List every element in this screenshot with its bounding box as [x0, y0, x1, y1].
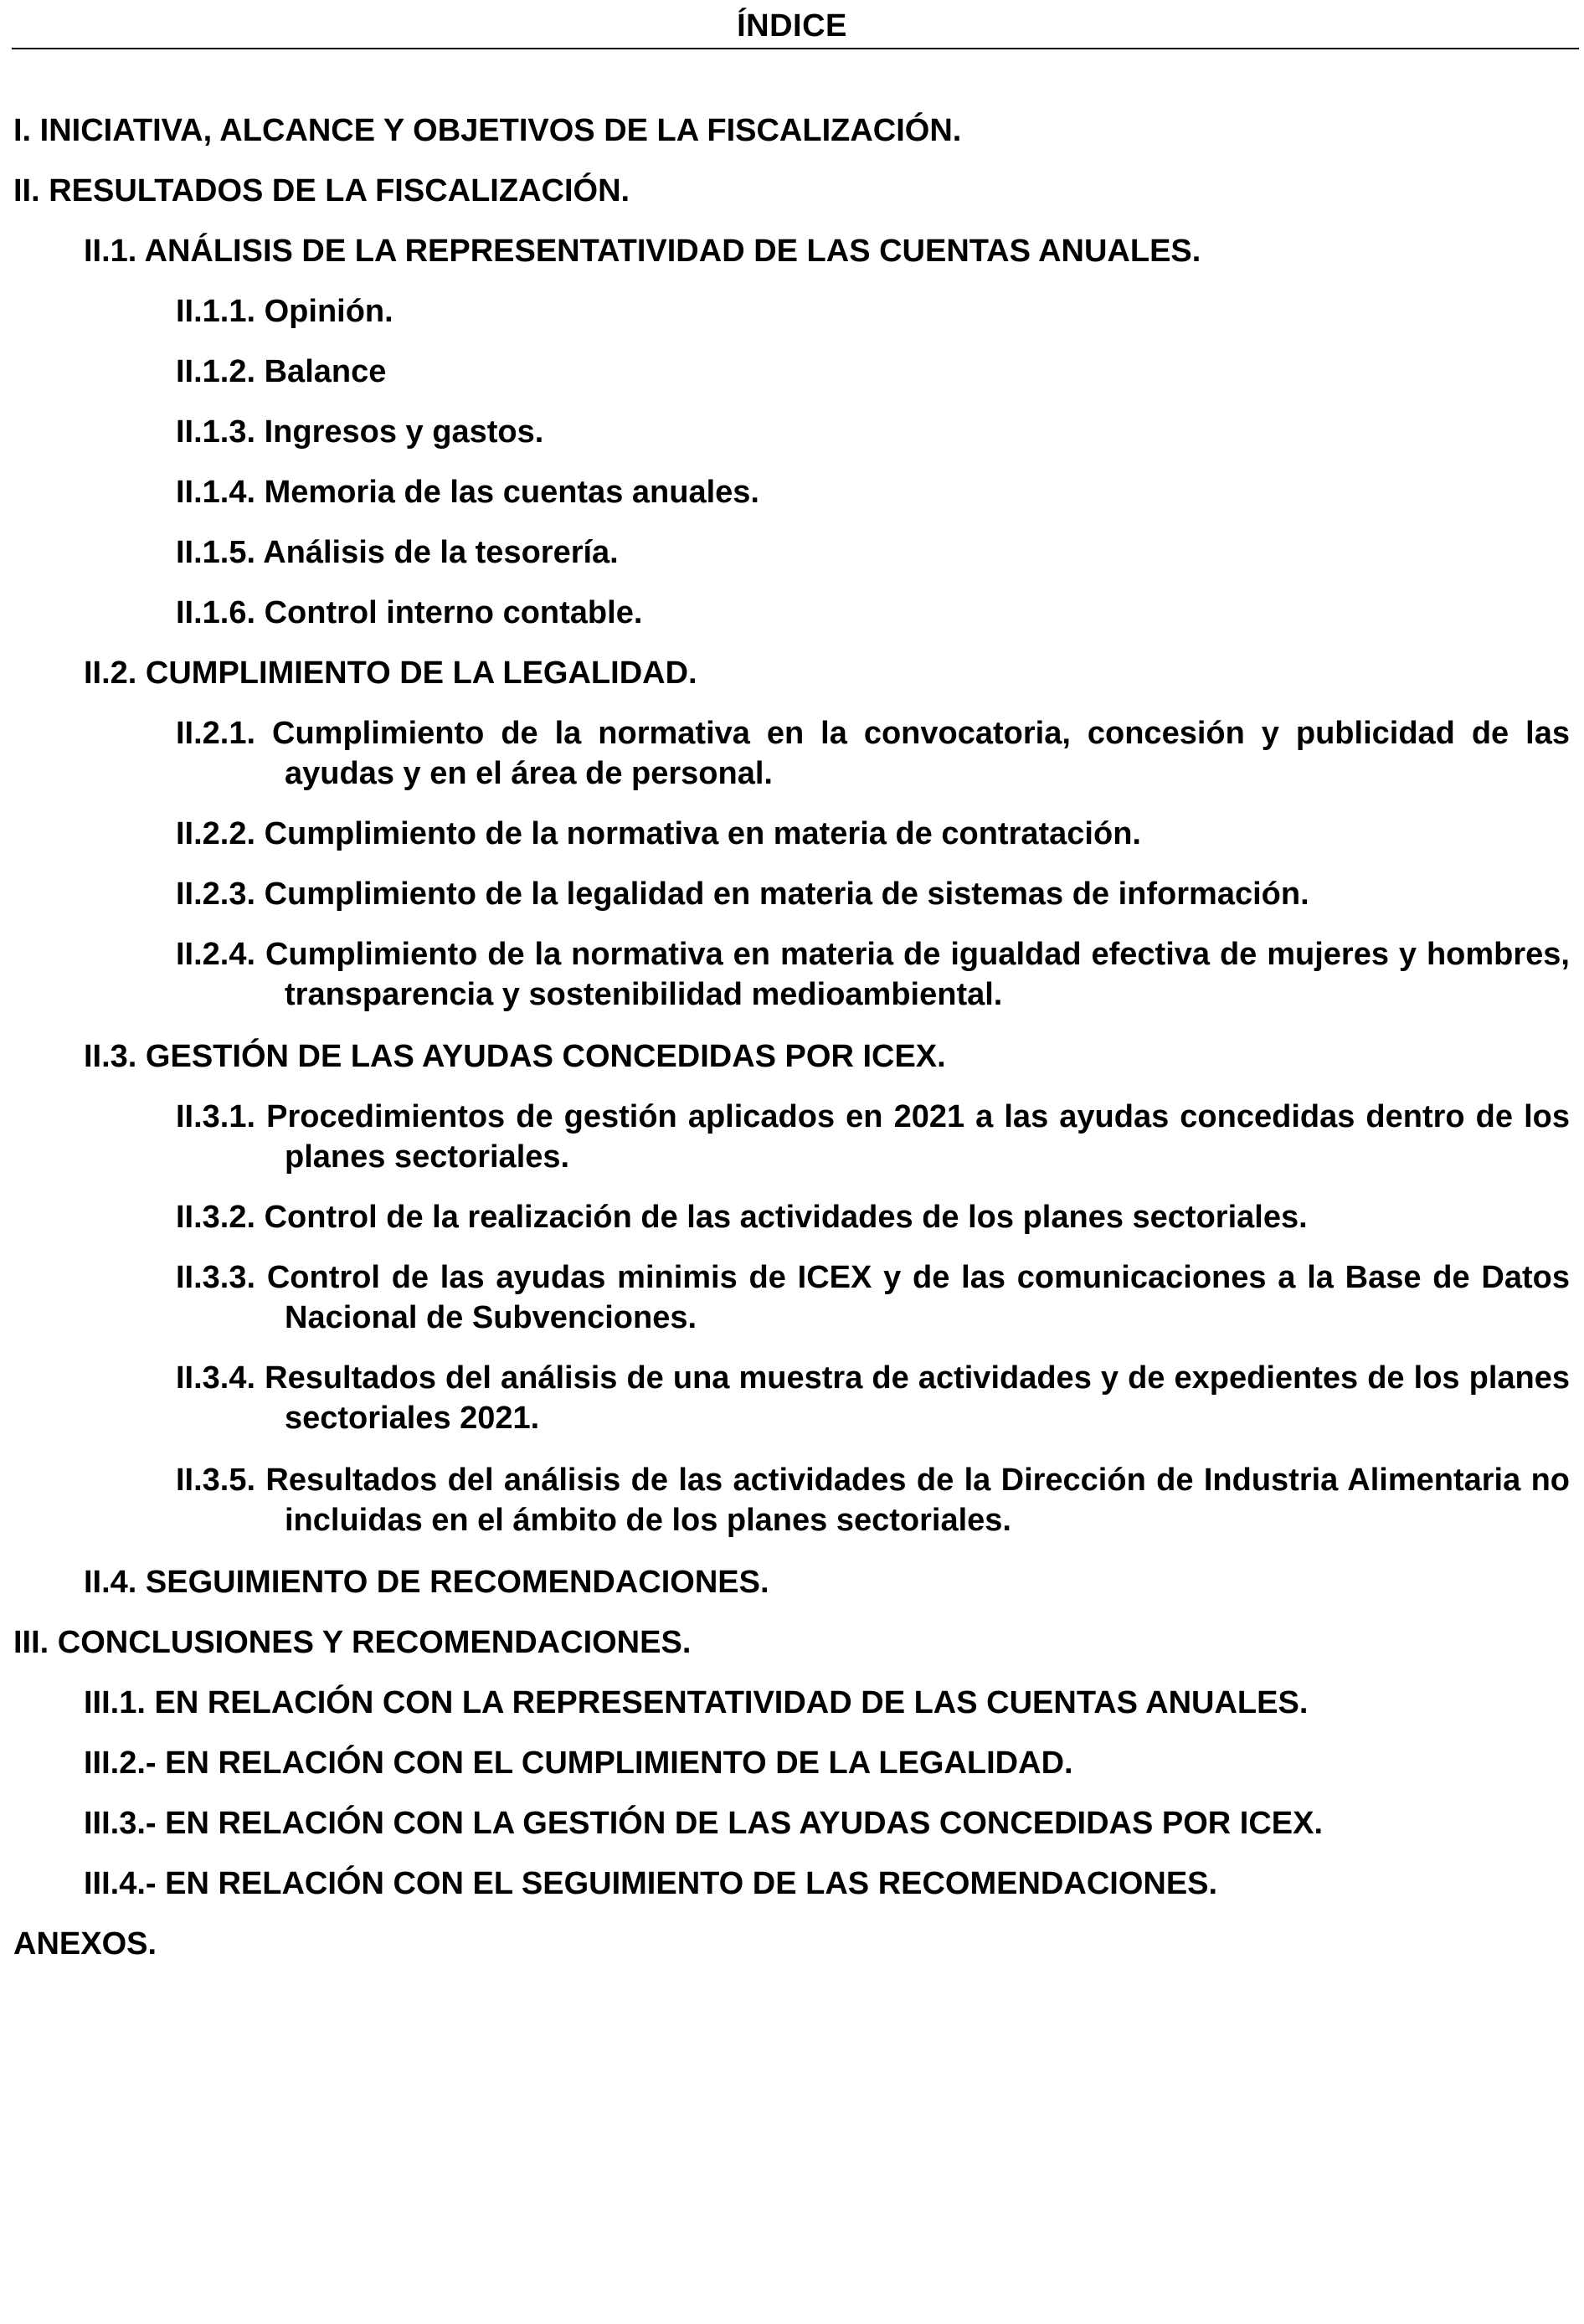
toc-entry-2-3-5[interactable]: II.3.5. Resultados del análisis de las actividades de la Dirección de Industria Alimentaria no incluidas en el ámbito de los planes sectoriales. [176, 1463, 1570, 1538]
toc-entry-2-1-3[interactable]: II.1.3. Ingresos y gastos. [176, 414, 544, 450]
toc-entry-2-4[interactable]: II.4. SEGUIMIENTO DE RECOMENDACIONES. [84, 1565, 769, 1600]
toc-entry-2-1-4[interactable]: II.1.4. Memoria de las cuentas anuales. [176, 475, 759, 510]
toc-entry-2-1-6[interactable]: II.1.6. Control interno contable. [176, 595, 643, 630]
toc-entry-section-1[interactable]: I. INICIATIVA, ALCANCE Y OBJETIVOS DE LA FISCALIZACIÓN. [13, 113, 962, 148]
toc-entry-2-1-5[interactable]: II.1.5. Análisis de la tesorería. [176, 535, 619, 570]
toc-entry-2-3-3[interactable]: II.3.3. Control de las ayudas minimis de ICEX y de las comunicaciones a la Base de Datos Nacional de Subvenciones. [176, 1260, 1570, 1335]
toc-entry-2-2[interactable]: II.2. CUMPLIMIENTO DE LA LEGALIDAD. [84, 656, 697, 691]
toc-entry-3-1[interactable]: III.1. EN RELACIÓN CON LA REPRESENTATIVIDAD DE LAS CUENTAS ANUALES. [84, 1685, 1309, 1720]
toc-entry-annexes[interactable]: ANEXOS. [13, 1926, 157, 1962]
page-title: ÍNDICE [737, 8, 847, 44]
toc-entry-2-2-1[interactable]: II.2.1. Cumplimiento de la normativa en la convocatoria, concesión y publicidad de las ayudas y en el área de personal. [176, 716, 1570, 791]
title-divider [12, 48, 1579, 49]
toc-entry-section-2[interactable]: II. RESULTADOS DE LA FISCALIZACIÓN. [13, 173, 630, 208]
toc-entry-2-2-2[interactable]: II.2.2. Cumplimiento de la normativa en materia de contratación. [176, 816, 1141, 851]
toc-entry-2-1-2[interactable]: II.1.2. Balance [176, 354, 387, 389]
toc-entry-2-2-4[interactable]: II.2.4. Cumplimiento de la normativa en materia de igualdad efectiva de mujeres y hombres, transparencia y sostenibilidad medioambiental. [176, 937, 1570, 1012]
toc-entry-3-3[interactable]: III.3.- EN RELACIÓN CON LA GESTIÓN DE LAS AYUDAS CONCEDIDAS POR ICEX. [84, 1806, 1324, 1841]
toc-entry-2-3-4[interactable]: II.3.4. Resultados del análisis de una muestra de actividades y de expedientes de los planes sectoriales 2021. [176, 1360, 1570, 1436]
toc-entry-2-2-3[interactable]: II.2.3. Cumplimiento de la legalidad en materia de sistemas de información. [176, 877, 1309, 912]
toc-entry-2-3-2[interactable]: II.3.2. Control de la realización de las actividades de los planes sectoriales. [176, 1200, 1308, 1235]
toc-entry-3-4[interactable]: III.4.- EN RELACIÓN CON EL SEGUIMIENTO DE LAS RECOMENDACIONES. [84, 1866, 1218, 1901]
toc-entry-2-1[interactable]: II.1. ANÁLISIS DE LA REPRESENTATIVIDAD DE LAS CUENTAS ANUALES. [84, 234, 1201, 269]
toc-entry-2-1-1[interactable]: II.1.1. Opinión. [176, 294, 393, 329]
toc-entry-3-2[interactable]: III.2.- EN RELACIÓN CON EL CUMPLIMIENTO DE LA LEGALIDAD. [84, 1746, 1073, 1781]
toc-entry-2-3[interactable]: II.3. GESTIÓN DE LAS AYUDAS CONCEDIDAS POR ICEX. [84, 1039, 946, 1074]
toc-entry-section-3[interactable]: III. CONCLUSIONES Y RECOMENDACIONES. [13, 1625, 692, 1660]
toc-entry-2-3-1[interactable]: II.3.1. Procedimientos de gestión aplicados en 2021 a las ayudas concedidas dentro de los planes sectoriales. [176, 1099, 1570, 1175]
